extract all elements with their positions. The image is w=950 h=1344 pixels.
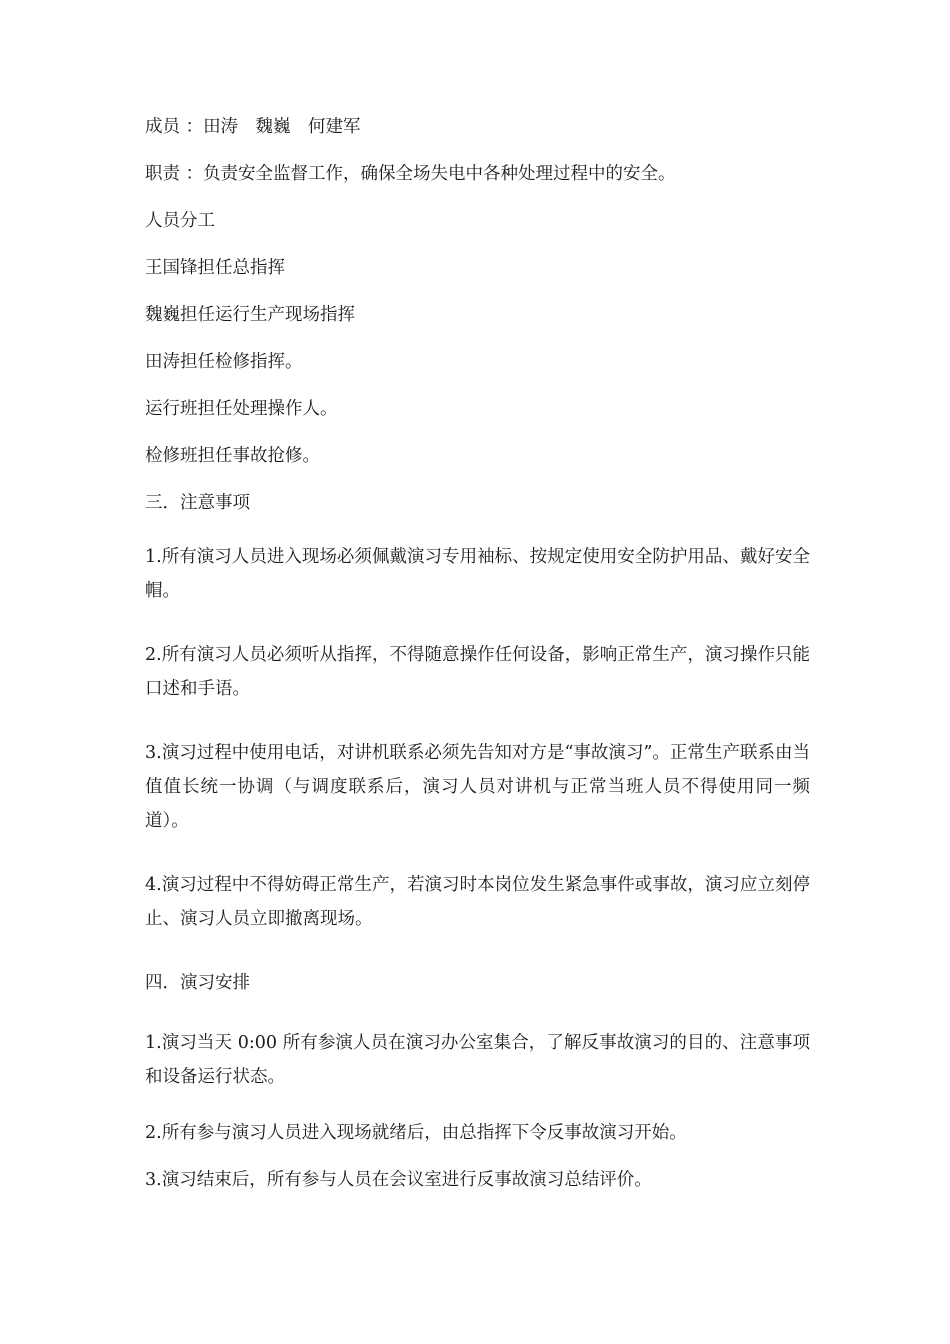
section-4-item: 2.所有参与演习人员进入现场就绪后，由总指挥下令反事故演习开始。 — [145, 1123, 687, 1143]
assignment-item: 魏巍担任运行生产现场指挥 — [145, 305, 355, 325]
section-4-item: 1.演习当天 0:00 所有参演人员在演习办公室集合，了解反事故演习的目的、注意事项和设备运行状态。 — [145, 1033, 810, 1087]
assignment-item: 田涛担任检修指挥。 — [145, 352, 303, 372]
section-3-heading: 三．注意事项 — [145, 493, 250, 513]
section-3-item: 4.演习过程中不得妨碍正常生产，若演习时本岗位发生紧急事件或事故，演习应立刻停止、演习人员立即撤离现场。 — [145, 875, 810, 929]
section-4-heading: 四．演习安排 — [145, 973, 250, 993]
section-3-item: 1.所有演习人员进入现场必须佩戴演习专用袖标、按规定使用安全防护用品、戴好安全帽。 — [145, 547, 810, 601]
section-3-item: 3.演习过程中使用电话，对讲机联系必须先告知对方是“事故演习”。正常生产联系由当值值长统一协调（与调度联系后，演习人员对讲机与正常当班人员不得使用同一频道）。 — [145, 743, 810, 831]
members-line: 成员 ：田涛 魏巍 何建军 — [145, 117, 361, 137]
assignment-item: 运行班担任处理操作人。 — [145, 399, 338, 419]
assignment-item: 检修班担任事故抢修。 — [145, 446, 320, 466]
section-4-item: 3.演习结束后，所有参与人员在会议室进行反事故演习总结评价。 — [145, 1170, 652, 1190]
section-3-item: 2.所有演习人员必须听从指挥，不得随意操作任何设备，影响正常生产，演习操作只能口述和手语。 — [145, 645, 810, 699]
duty-line: 职责 ：负责安全监督工作，确保全场失电中各种处理过程中的安全。 — [145, 164, 676, 184]
assignment-item: 王国锋担任总指挥 — [145, 258, 285, 278]
staffing-heading: 人员分工 — [145, 211, 215, 231]
